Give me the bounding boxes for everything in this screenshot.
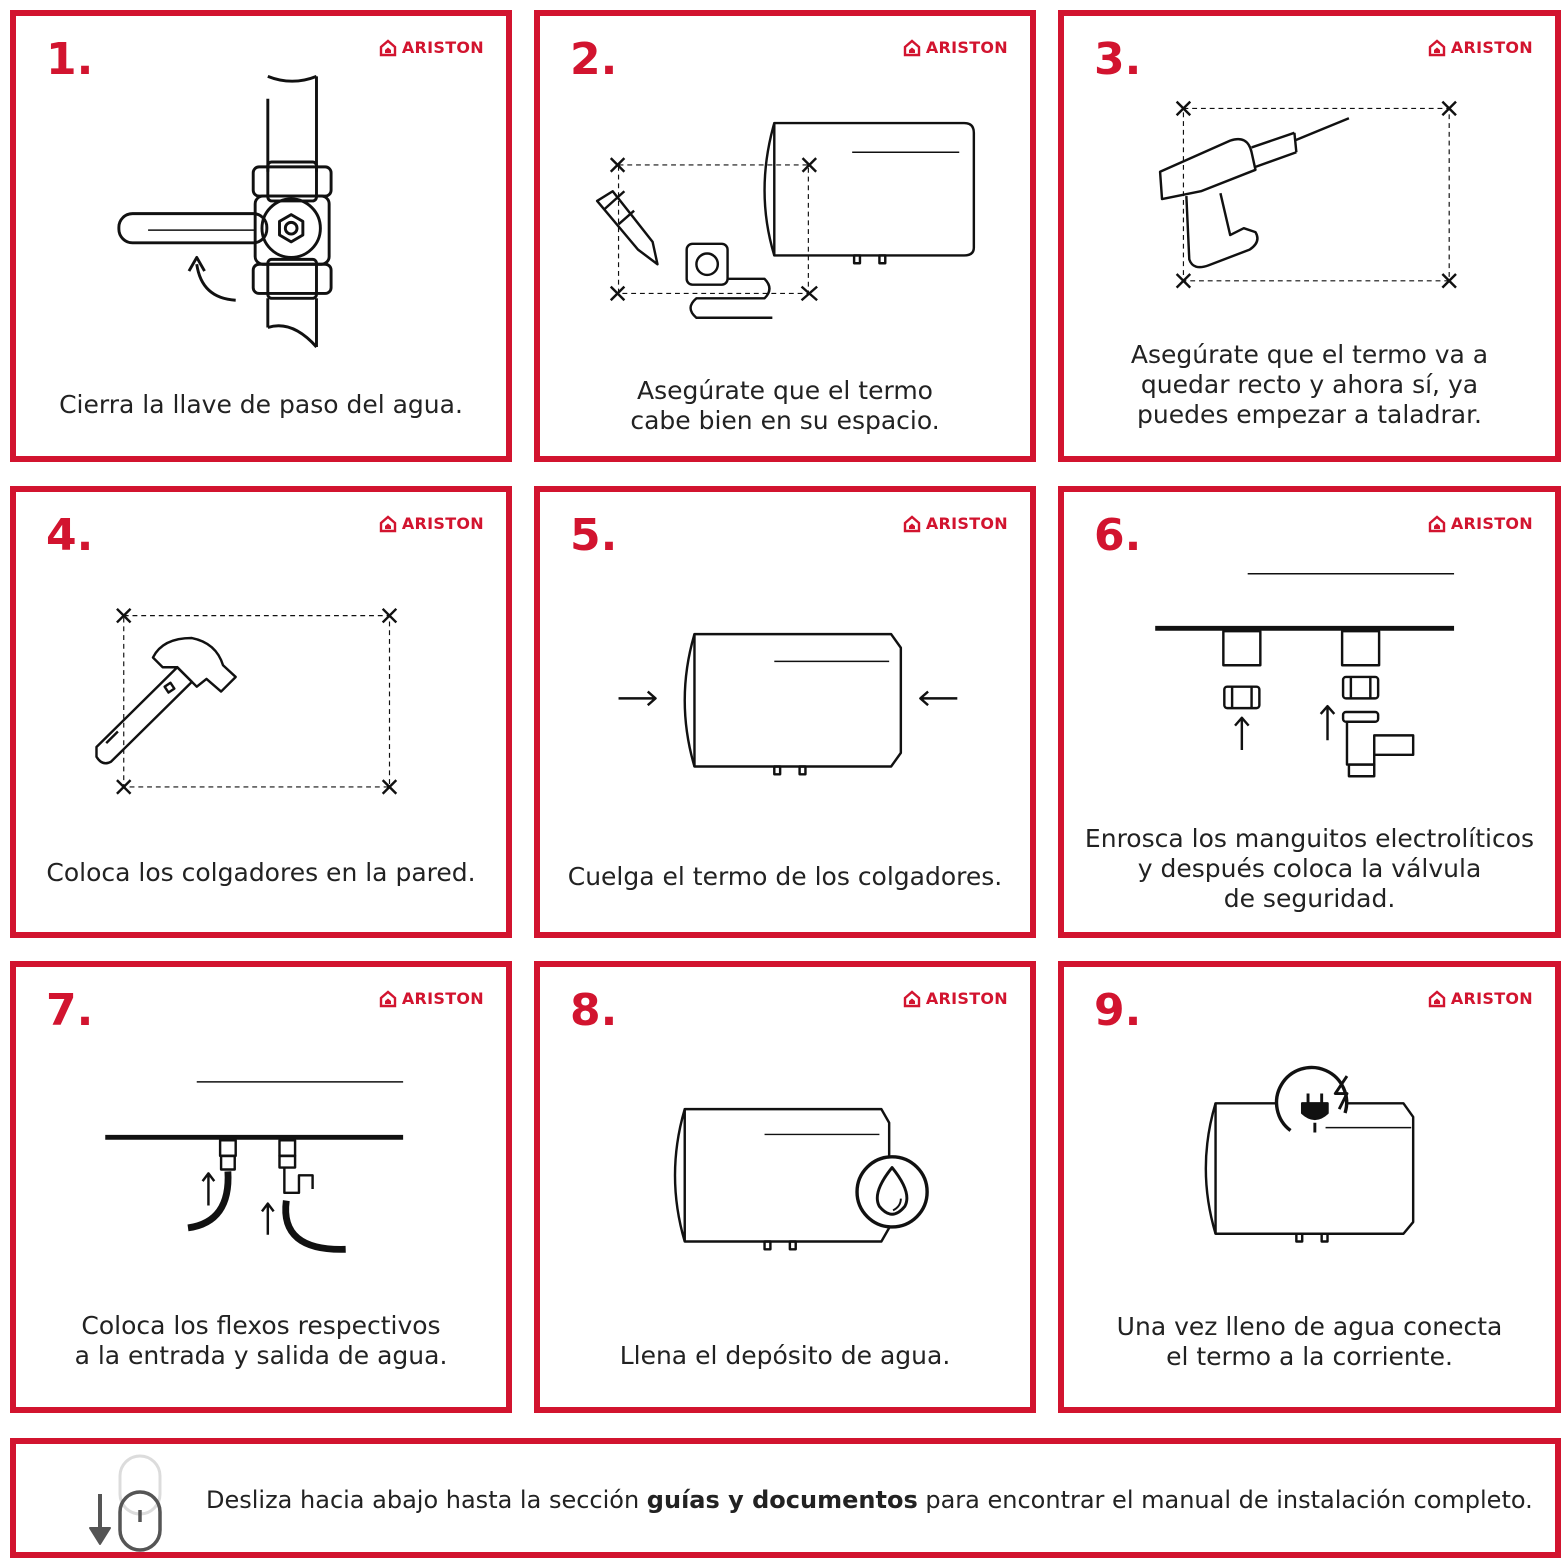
ariston-house-icon bbox=[1428, 990, 1446, 1008]
brand-name: ARISTON bbox=[1450, 514, 1533, 533]
brand-name: ARISTON bbox=[1450, 989, 1533, 1008]
brand-logo bbox=[1428, 989, 1533, 1008]
step-number: 9. bbox=[1094, 985, 1142, 1036]
step-caption: Cierra la llave de paso del agua. bbox=[59, 390, 463, 419]
scroll-hint-text-before: Desliza hacia abajo hasta la sección bbox=[206, 1486, 647, 1514]
step-caption: Coloca los flexos respectivos a la entrada y salida de agua. bbox=[74, 1311, 448, 1370]
scroll-hint-link-text: guías y documentos bbox=[646, 1486, 918, 1514]
brand-name: ARISTON bbox=[401, 989, 484, 1008]
scroll-down-mouse-icon bbox=[76, 1452, 176, 1556]
scroll-hint-banner bbox=[10, 1438, 1561, 1558]
ariston-house-icon bbox=[903, 39, 921, 57]
ariston-house-icon bbox=[1428, 39, 1446, 57]
step-card-8 bbox=[534, 961, 1036, 1413]
step-caption: Asegúrate que el termo va a quedar recto y ahora sí, ya puedes empezar a taladrar. bbox=[1130, 340, 1489, 429]
step-number: 4. bbox=[46, 510, 94, 561]
step-card-9 bbox=[1058, 961, 1561, 1413]
step-number: 2. bbox=[570, 34, 618, 85]
brand-name: ARISTON bbox=[401, 514, 484, 533]
brand-logo bbox=[1428, 514, 1533, 533]
step-number: 7. bbox=[46, 985, 94, 1036]
brand-logo bbox=[903, 514, 1008, 533]
step-number: 1. bbox=[46, 34, 94, 85]
brand-name: ARISTON bbox=[401, 38, 484, 57]
brand-name: ARISTON bbox=[1450, 38, 1533, 57]
brand-logo bbox=[903, 38, 1008, 57]
step-number: 3. bbox=[1094, 34, 1142, 85]
ariston-house-icon bbox=[379, 515, 397, 533]
ariston-house-icon bbox=[1428, 515, 1446, 533]
brand-logo bbox=[903, 989, 1008, 1008]
step-number: 5. bbox=[570, 510, 618, 561]
brand-logo bbox=[1428, 38, 1533, 57]
step-card-5 bbox=[534, 486, 1036, 938]
ariston-house-icon bbox=[903, 515, 921, 533]
ariston-house-icon bbox=[379, 990, 397, 1008]
step-card-7 bbox=[10, 961, 512, 1413]
step-card-4 bbox=[10, 486, 512, 938]
brand-name: ARISTON bbox=[925, 514, 1008, 533]
step-card-3 bbox=[1058, 10, 1561, 462]
step-card-6 bbox=[1058, 486, 1561, 938]
brand-name: ARISTON bbox=[925, 989, 1008, 1008]
step-caption: Una vez lleno de agua conecta el termo a la corriente. bbox=[1116, 1312, 1503, 1371]
step-caption: Cuelga el termo de los colgadores. bbox=[567, 862, 1003, 891]
step-caption: Coloca los colgadores en la pared. bbox=[46, 858, 476, 887]
step-card-2 bbox=[534, 10, 1036, 462]
ariston-house-icon bbox=[903, 990, 921, 1008]
step-caption: Llena el depósito de agua. bbox=[619, 1341, 951, 1370]
step-caption: Enrosca los manguitos electrolíticos y después coloca la válvula de seguridad. bbox=[1084, 824, 1535, 913]
step-number: 8. bbox=[570, 985, 618, 1036]
brand-logo bbox=[379, 514, 484, 533]
step-caption: Asegúrate que el termo cabe bien en su espacio. bbox=[630, 376, 940, 435]
step-number: 6. bbox=[1094, 510, 1142, 561]
ariston-house-icon bbox=[379, 39, 397, 57]
scroll-hint-text-after: para encontrar el manual de instalación completo. bbox=[917, 1486, 1533, 1514]
step-card-1 bbox=[10, 10, 512, 462]
scroll-hint-text bbox=[206, 1486, 1533, 1514]
brand-logo bbox=[379, 38, 484, 57]
brand-name: ARISTON bbox=[925, 38, 1008, 57]
brand-logo bbox=[379, 989, 484, 1008]
